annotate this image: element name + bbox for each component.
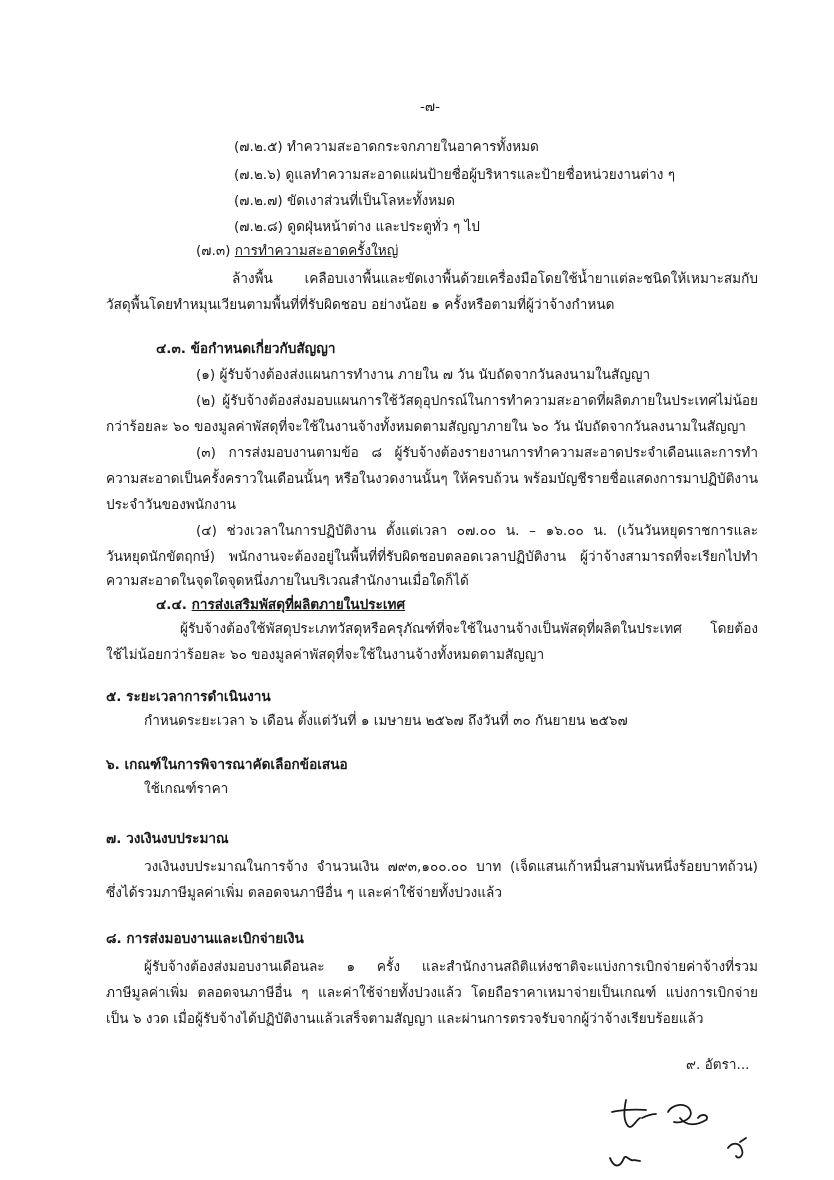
section-6-line-1: ใช้เกณฑ์ราคา	[144, 781, 229, 797]
section-4-3-item-4-line-3: ความสะอาดในจุดใดจุดหนึ่งภายในบริเวณสำนักงานเมื่อใดก็ได้	[106, 573, 469, 589]
item-7-3-heading	[196, 240, 398, 262]
item-7-3-line-1: ล้างพื้น เคลือบเงาพื้นและขัดเงาพื้นด้วยเครื่องมือโดยใช้น้ำยาแต่ละชนิดให้เหมาะสมกับ	[232, 271, 758, 287]
section-4-3-item-1: (๑) ผู้รับจ้างต้องส่งแผนการทำงาน ภายใน ๗ วัน นับถัดจากวันลงนามในสัญญา	[196, 367, 651, 383]
section-4-3-item-2-line-1: (๒) ผู้รับจ้างต้องส่งมอบแผนการใช้วัสดุอุปกรณ์ในการทำความสะอาดที่ผลิตภายในประเทศไม่น้อย	[196, 393, 758, 409]
page-number: -๗-	[420, 99, 441, 115]
item-7-3-number: (๗.๓)	[196, 243, 231, 259]
item-7-2-8: (๗.๒.๘) ดูดฝุ่นหน้าต่าง และประตูทั่ว ๆ ไป	[234, 219, 480, 235]
item-7-3-line-2: วัสดุพื้นโดยทำหมุนเวียนตามพื้นที่ที่รับผิดชอบ อย่างน้อย ๑ ครั้งหรือตามที่ผู้ว่าจ้างกำหนด	[106, 297, 615, 313]
section-4-4-heading	[156, 594, 405, 616]
section-4-3-item-4-line-1: (๔) ช่วงเวลาในการปฏิบัติงาน ตั้งแต่เวลา ๐๗.๐๐ น. – ๑๖.๐๐ น. (เว้นวันหยุดราชการและ	[196, 523, 758, 539]
section-4-4-number: ๔.๔.	[156, 597, 187, 613]
section-7-heading: ๗. วงเงินงบประมาณ	[106, 831, 229, 847]
section-7-line-2: ซึ่งได้รวมภาษีมูลค่าเพิ่ม ตลอดจนภาษีอื่น ๆ และค่าใช้จ่ายทั้งปวงแล้ว	[106, 885, 503, 901]
section-7-line-1: วงเงินงบประมาณในการจ้าง จำนวนเงิน ๗๙๓,๑๐๐.๐๐ บาท (เจ็ดแสนเก้าหมื่นสามพันหนึ่งร้อยบาทถ้วน)	[144, 859, 758, 875]
section-4-3-heading: ๔.๓. ข้อกำหนดเกี่ยวกับสัญญา	[156, 341, 336, 357]
item-7-2-7: (๗.๒.๗) ขัดเงาส่วนที่เป็นโลหะทั้งหมด	[234, 193, 456, 209]
section-5-heading: ๕. ระยะเวลาการดำเนินงาน	[106, 689, 271, 705]
section-4-4-title: การส่งเสริมพัสดุที่ผลิตภายในประเทศ	[191, 597, 406, 613]
item-7-2-6: (๗.๒.๖) ดูแลทำความสะอาดแผ่นป้ายชื่อผู้บริหารและป้ายชื่อหน่วยงานต่าง ๆ	[234, 167, 676, 183]
section-4-4-line-1: ผู้รับจ้างต้องใช้พัสดุประเภทวัสดุหรือครุภัณฑ์ที่จะใช้ในงานจ้างเป็นพัสดุที่ผลิตในประเทศ โดยต้อง	[180, 621, 758, 637]
handwritten-signature	[590, 1090, 750, 1170]
item-7-3-title: การทำความสะอาดครั้งใหญ่	[234, 243, 399, 259]
section-8-heading: ๘. การส่งมอบงานและเบิกจ่ายเงิน	[106, 931, 304, 947]
section-5-line-1: กำหนดระยะเวลา ๖ เดือน ตั้งแต่วันที่ ๑ เมษายน ๒๕๖๗ ถึงวันที่ ๓๐ กันยายน ๒๕๖๗	[144, 713, 628, 729]
section-6-heading: ๖. เกณฑ์ในการพิจารณาคัดเลือกข้อเสนอ	[106, 757, 348, 773]
section-4-3-item-3-line-1: (๓) การส่งมอบงานตามข้อ ๘ ผู้รับจ้างต้องรายงานการทำความสะอาดประจำเดือนและการทำ	[196, 445, 758, 461]
section-4-3-item-4-line-2: วันหยุดนักขัตฤกษ์) พนักงานจะต้องอยู่ในพื้นที่ที่รับผิดชอบตลอดเวลาปฏิบัติงาน ผู้ว่าจ้างสามารถที่จะเรียกไปทำ	[106, 549, 758, 565]
section-4-3-item-3-line-2: ความสะอาดเป็นครั้งคราวในเดือนนั้นๆ หรือในงวดงานนั้นๆ ให้ครบถ้วน พร้อมบัญชีรายชื่อแสดงการมาปฏิบัติงาน	[106, 471, 758, 487]
section-8-line-3: เป็น ๖ งวด เมื่อผู้รับจ้างได้ปฏิบัติงานแล้วเสร็จตามสัญญา และผ่านการตรวจรับจากผู้ว่าจ้างเรียบร้อยแล้ว	[106, 1011, 704, 1027]
section-4-3-item-2-line-2: กว่าร้อยละ ๖๐ ของมูลค่าพัสดุที่จะใช้ในงานจ้างทั้งหมดตามสัญญาภายใน ๖๐ วัน นับถัดจากวันลงนามในสัญญา	[106, 419, 746, 435]
continuation-text: ๙. อัตรา...	[686, 1057, 750, 1073]
section-8-line-2: ภาษีมูลค่าเพิ่ม ตลอดจนภาษีอื่น ๆ และค่าใช้จ่ายทั้งปวงแล้ว โดยถือราคาเหมาจ่ายเป็นเกณฑ์ แบ่งการเบิกจ่าย	[106, 985, 758, 1001]
section-4-3-item-3-line-3: ประจำวันของพนักงาน	[106, 497, 236, 513]
section-8-line-1: ผู้รับจ้างต้องส่งมอบงานเดือนละ ๑ ครั้ง และสำนักงานสถิติแห่งชาติจะแบ่งการเบิกจ่ายค่าจ้างที่รวม	[144, 959, 758, 975]
item-7-2-5: (๗.๒.๕) ทำความสะอาดกระจกภายในอาคารทั้งหมด	[234, 139, 539, 155]
section-4-4-line-2: ใช้ไม่น้อยกว่าร้อยละ ๖๐ ของมูลค่าพัสดุที่จะใช้ในงานจ้างทั้งหมดตามสัญญา	[106, 647, 545, 663]
